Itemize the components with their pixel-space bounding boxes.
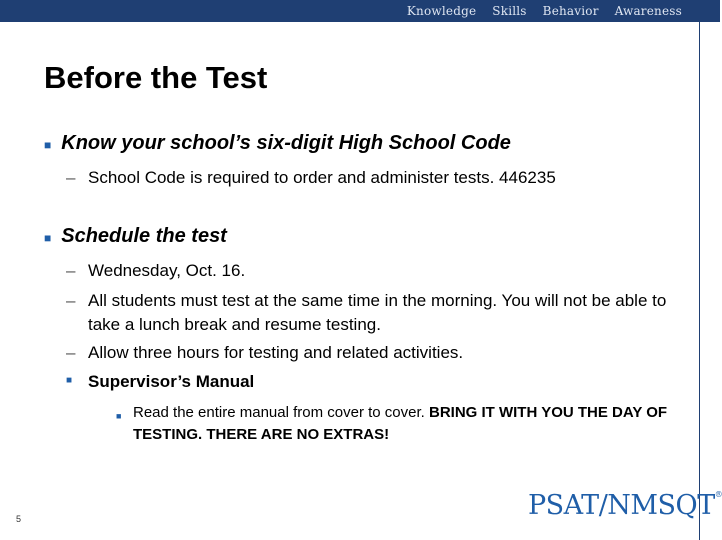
sub-bullet bbox=[66, 343, 463, 363]
psat-logo: PSAT/NMSQT® bbox=[528, 490, 722, 521]
page-number: 5 bbox=[16, 514, 22, 524]
sub-bullet-text: Allow three hours for testing and related activities. bbox=[88, 343, 464, 362]
dash-icon: – bbox=[66, 291, 76, 310]
nav-skills: Skills bbox=[492, 4, 527, 18]
bullet-school-code bbox=[44, 132, 511, 155]
square-bullet-icon: ■ bbox=[44, 138, 52, 152]
dash-icon: – bbox=[66, 168, 76, 187]
bullet-heading: Schedule the test bbox=[61, 225, 227, 247]
bullet-schedule bbox=[44, 225, 227, 248]
sub-bullet-text: All students must test at the same time in the morning. You will not be able to take a lunch break and resume testing. bbox=[88, 291, 667, 334]
manual-note bbox=[116, 402, 676, 446]
sub-bullet-text: Wednesday, Oct. 16. bbox=[88, 261, 246, 280]
nav-knowledge: Knowledge bbox=[406, 4, 477, 18]
slide-title: Before the Test bbox=[44, 60, 268, 95]
right-divider bbox=[699, 22, 700, 540]
sub-bullet bbox=[66, 261, 245, 281]
nav-behavior: Behavior bbox=[542, 4, 599, 18]
bullet-heading: Know your school’s six-digit High School Code bbox=[61, 132, 511, 154]
sub-bullet-manual bbox=[66, 372, 254, 392]
sub-bullet-text: Supervisor’s Manual bbox=[88, 372, 255, 391]
top-nav bbox=[407, 0, 682, 22]
nav-awareness: Awareness bbox=[614, 4, 682, 18]
dash-icon: – bbox=[66, 261, 76, 280]
top-bar bbox=[0, 0, 720, 22]
manual-note-bold: BRING IT WITH YOU THE DAY OF TESTING. THERE ARE NO EXTRAS! bbox=[133, 404, 668, 443]
sub-bullet bbox=[66, 168, 556, 188]
manual-note-normal: Read the entire manual from cover to cover. bbox=[133, 404, 425, 421]
sub-bullet-text: School Code is required to order and administer tests. 446235 bbox=[88, 168, 556, 187]
manual-note-text bbox=[133, 402, 676, 446]
square-bullet-icon: ■ bbox=[44, 231, 52, 245]
dash-icon: – bbox=[66, 343, 76, 362]
square-bullet-icon: ■ bbox=[116, 411, 122, 421]
sub-bullet bbox=[66, 289, 686, 337]
square-bullet-icon: ■ bbox=[66, 375, 73, 386]
logo-text: PSAT/NMSQT bbox=[528, 490, 715, 521]
